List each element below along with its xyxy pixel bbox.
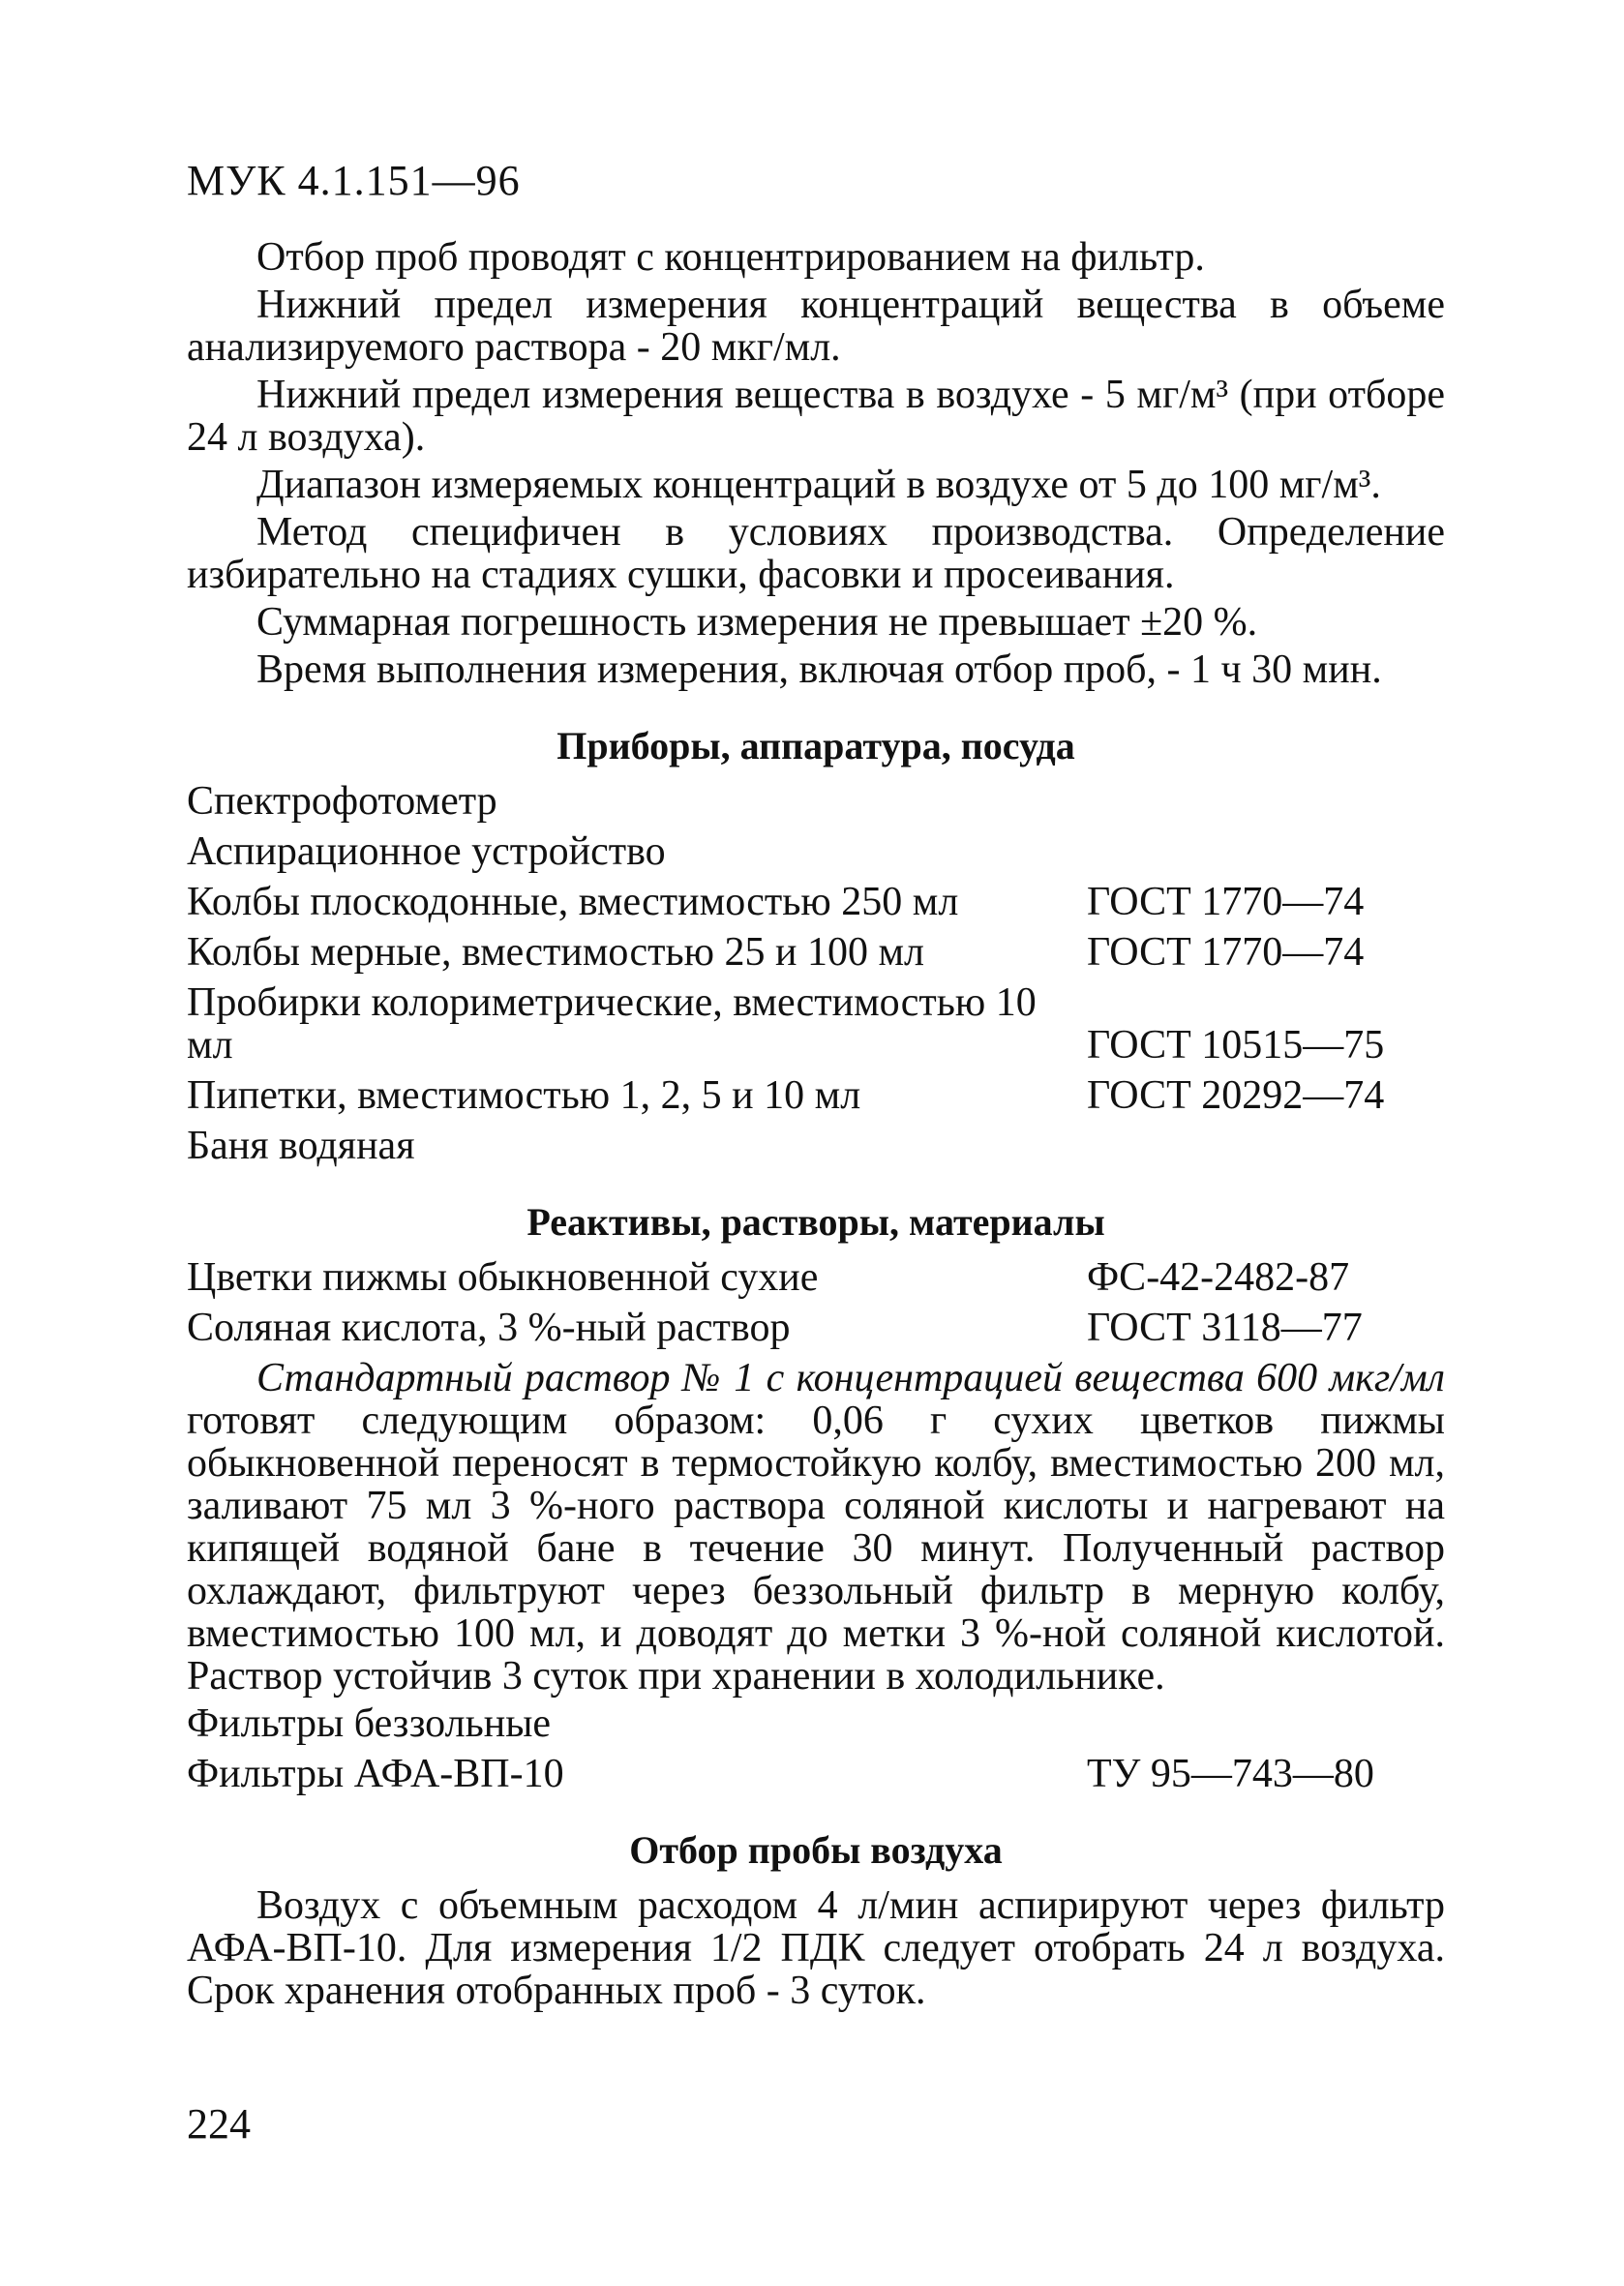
standard-solution-lead: Стандартный раствор № 1 с концентрацией вещества 600 мкг/мл [256, 1356, 1445, 1400]
item-standard: ТУ 95—743—80 [1087, 1752, 1374, 1796]
item-name: Пробирки колориметрические, вместимостью 10 мл [187, 980, 1037, 1068]
section-title-equipment: Приборы, аппаратура, посуда [556, 724, 1075, 767]
item-name: Аспирационное устройство [187, 829, 666, 874]
item-name: Фильтры АФА-ВП-10 [187, 1752, 564, 1796]
reagents-list [187, 1256, 1445, 1349]
intro-paragraph: Время выполнения измерения, включая отбор проб, - 1 ч 30 мин. [256, 647, 1382, 692]
item-name: Пипетки, вместимостью 1, 2, 5 и 10 мл [187, 1073, 861, 1118]
standard-solution-paragraph [187, 1357, 1445, 1698]
list-item [187, 931, 1445, 974]
page-number: 224 [187, 2100, 251, 2148]
sampling-paragraph: Воздух с объемным расходом 4 л/мин аспирируют через фильтр АФА-ВП-10. Для измерения 1/2 ПДК следует отобрать 24 л воздуха. Срок хранения отобранных проб - 3 суток. [187, 1883, 1445, 2013]
item-name: Цветки пижмы обыкновенной сухие [187, 1255, 819, 1300]
intro-paragraph: Диапазон измеряемых концентраций в воздухе от 5 до 100 мг/м³. [256, 463, 1381, 507]
list-item [187, 1256, 1445, 1299]
item-standard: ГОСТ 10515—75 [1087, 1023, 1385, 1068]
page-content [187, 236, 1445, 2017]
item-name: Колбы мерные, вместимостью 25 и 100 мл [187, 930, 924, 975]
item-standard: ГОСТ 1770—74 [1087, 880, 1365, 924]
item-name: Соляная кислота, 3 %-ный раствор [187, 1306, 791, 1350]
section-title-sampling: Отбор пробы воздуха [629, 1828, 1003, 1872]
filters-list [187, 1702, 1445, 1795]
item-name: Колбы плоскодонные, вместимостью 250 мл [187, 880, 959, 924]
item-name: Фильтры беззольные [187, 1701, 552, 1746]
list-item [187, 780, 1445, 823]
list-item [187, 1753, 1445, 1795]
item-name: Баня водяная [187, 1124, 415, 1168]
list-item [187, 830, 1445, 873]
standard-solution-text: готовят следующим образом: 0,06 г сухих цветков пижмы обыкновенной переносят в термостойкую колбу, вместимостью 200 мл, заливают 75 мл 3 %-ного раствора соляной кислоты и нагревают на кипящей водяной бане в течение 30 минут. Полученный раствор охлаждают, фильтруют через беззольный фильтр в мерную колбу, вместимостью 100 мл, и доводят до метки 3 %-ной соляной кислотой. Раствор устойчив 3 суток при хранении в холодильнике. [187, 1399, 1445, 1699]
list-item [187, 1702, 1445, 1745]
item-standard: ГОСТ 1770—74 [1087, 930, 1365, 975]
list-item [187, 881, 1445, 923]
item-standard: ГОСТ 20292—74 [1087, 1073, 1385, 1118]
section-title-reagents: Реактивы, растворы, материалы [526, 1200, 1105, 1244]
list-item [187, 1307, 1445, 1349]
item-standard: ФС-42-2482-87 [1087, 1255, 1350, 1300]
intro-paragraph: Нижний предел измерения концентраций вещества в объеме анализируемого раствора - 20 мкг/мл. [187, 283, 1445, 370]
item-name: Спектрофотометр [187, 779, 497, 824]
list-item [187, 1125, 1445, 1167]
intro-paragraph: Отбор проб проводят с концентрированием на фильтр. [256, 235, 1205, 280]
document-code: МУК 4.1.151—96 [187, 157, 521, 204]
intro-paragraph: Суммарная погрешность измерения не превышает ±20 %. [256, 600, 1258, 645]
equipment-list [187, 780, 1445, 1167]
list-item [187, 981, 1445, 1067]
intro-paragraph: Нижний предел измерения вещества в воздухе - 5 мг/м³ (при отборе 24 л воздуха). [187, 373, 1445, 460]
list-item [187, 1074, 1445, 1117]
item-standard: ГОСТ 3118—77 [1087, 1306, 1363, 1350]
intro-paragraph: Метод специфичен в условиях производства. Определение избирательно на стадиях сушки, фасовки и просеивания. [187, 510, 1445, 597]
